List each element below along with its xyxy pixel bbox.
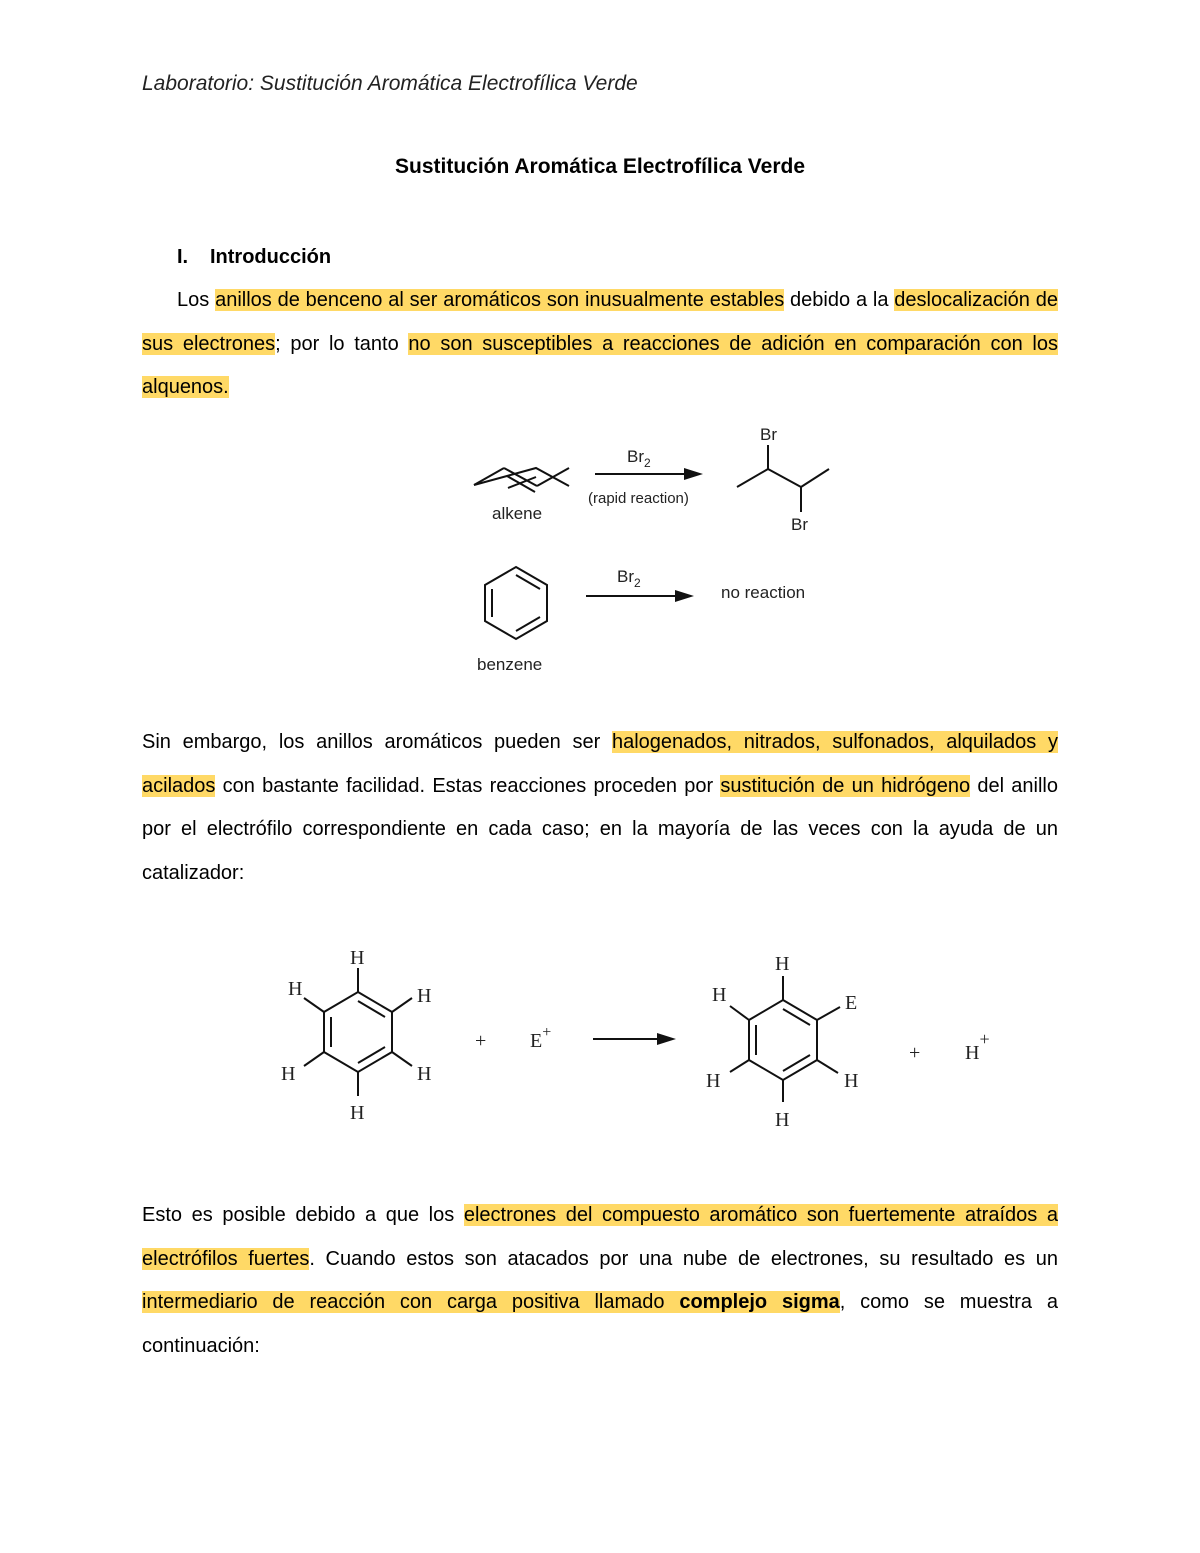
product-br-top: Br <box>760 425 777 444</box>
h-atom: H <box>288 978 303 1000</box>
highlighted-text: anillos de benceno al ser aromáticos son inusualmente estables <box>215 289 785 311</box>
highlighted-text: halogenados, nitrados, sulfonados, alquilados y acilados <box>142 731 1058 797</box>
benzene-structure <box>485 567 547 639</box>
intro-paragraph-3 <box>142 1194 1058 1368</box>
reaction-arrow <box>593 1033 676 1045</box>
dibromide-structure <box>737 445 829 512</box>
no-reaction-label: no reaction <box>721 583 806 602</box>
alkene-structure <box>474 468 569 492</box>
section-title: Introducción <box>210 246 332 268</box>
section-heading <box>177 246 331 269</box>
benzene-label: benzene <box>477 655 543 674</box>
h-atom: H <box>706 1070 721 1092</box>
text-run: . Cuando estos son atacados por una nube de electrones, su resultado es un <box>309 1247 1059 1270</box>
highlighted-text: electrones del compuesto aromático son fuertemente atraídos a electrófilos fuertes <box>142 1204 1058 1270</box>
substitution-scheme <box>0 940 1200 1140</box>
h-atom: H <box>712 984 727 1006</box>
intro-paragraph-2 <box>142 721 1058 895</box>
text-run: Esto es posible debido a que los <box>142 1204 464 1226</box>
text-run: Los <box>177 289 216 311</box>
h-atom: H <box>775 1109 790 1131</box>
running-header: Laboratorio: Sustitución Aromática Electrofílica Verde <box>142 72 638 95</box>
text-run: , como se muestra a continuación: <box>142 1291 1058 1357</box>
document-title: Sustitución Aromática Electrofílica Verde <box>394 155 805 178</box>
e-substituent: E <box>845 992 858 1014</box>
text-run: Sin embargo, los anillos aromáticos pueden ser <box>142 731 612 753</box>
intro-paragraph-1 <box>142 279 1058 410</box>
h-atom: H <box>844 1070 859 1092</box>
h-atom: H <box>417 1063 432 1085</box>
text-run: ; por lo tanto <box>275 332 409 355</box>
substituted-benzene-product <box>730 976 840 1102</box>
section-number: I. <box>177 246 189 268</box>
proton-label: H+ <box>965 1029 990 1064</box>
h-atom: H <box>417 985 432 1007</box>
text-run: con bastante facilidad. Estas reacciones proceden por <box>215 774 721 797</box>
benzene-reactant <box>304 968 412 1096</box>
electrophile-label: E+ <box>530 1024 552 1052</box>
h-atom: H <box>281 1063 296 1085</box>
bromination-figure <box>0 420 1200 674</box>
reaction-arrow-bottom <box>586 590 694 602</box>
plus-sign: + <box>475 1030 487 1052</box>
product-br-bottom: Br <box>791 515 808 534</box>
text-run: del anillo por el electrófilo correspondiente en cada caso; en la mayoría de las veces con la ayuda de un catalizador: <box>142 774 1058 884</box>
highlighted-text: intermediario de reacción con carga positiva llamado <box>142 1291 680 1313</box>
h-atom: H <box>775 953 790 975</box>
h-atom: H <box>350 1102 365 1124</box>
h-atom: H <box>350 947 365 969</box>
reagent-br2-bottom: $Br_2$ <box>617 567 641 590</box>
text-run: debido a la <box>784 289 895 311</box>
plus-sign: + <box>909 1042 921 1064</box>
reagent-br2-top: $Br_2$ <box>627 447 651 470</box>
highlighted-text: deslocalización de sus electrones <box>142 289 1058 355</box>
highlighted-text: complejo sigma <box>679 1291 840 1313</box>
highlighted-text: no son susceptibles a reacciones de adición en comparación con los alquenos. <box>142 332 1058 398</box>
highlighted-text: sustitución de un hidrógeno <box>720 774 971 797</box>
alkene-label: alkene <box>492 504 543 523</box>
condition-label: (rapid reaction) <box>588 490 689 507</box>
